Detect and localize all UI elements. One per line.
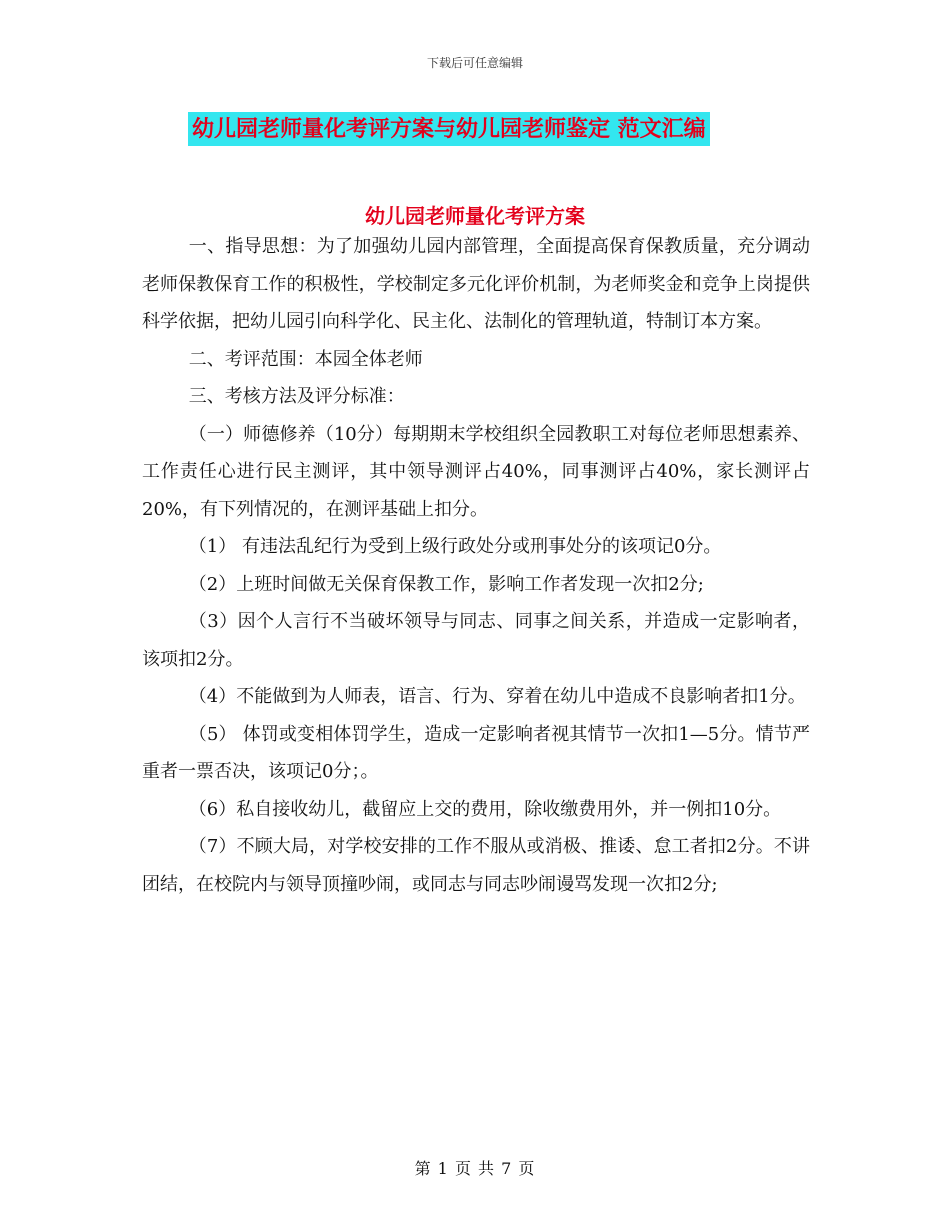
header-note: 下载后可任意编辑 [426,56,523,70]
paragraph-item-7: （7）不顾大局，对学校安排的工作不服从或消极、推诿、怠工者扣2分。不讲团结，在校院内与领导顶撞吵闹，或同志与同志吵闹谩骂发现一次扣2分; [142,836,810,895]
paragraph-item-3: （3）因个人言行不当破坏领导与同志、同事之间关系，并造成一定影响者，该项扣2分。 [142,611,810,670]
document-title: 幼儿园老师量化考评方案与幼儿园老师鉴定 范文汇编 [188,112,710,146]
paragraph-assessment-methods: 三、考核方法及评分标准： [188,386,405,407]
paragraph-evaluation-scope: 二、考评范围：本园全体老师 [188,348,423,370]
section-title: 幼儿园老师量化考评方案 [365,204,585,228]
paragraph-item-6: （6）私自接收幼儿，截留应上交的费用，除收缴费用外，并一例扣10分。 [188,798,782,820]
paragraph-item-2: （2）上班时间做无关保育保教工作，影响工作者发现一次扣2分; [188,573,704,595]
document-body [142,228,810,903]
paragraph-guiding-ideology: 一、指导思想：为了加强幼儿园内部管理，全面提高保育保教质量，充分调动老师保教保育工作的积极性，学校制定多元化评价机制，为老师奖金和竞争上岗提供科学依据，把幼儿园引向科学化、民主化、法制化的管理轨道，特制订本方案。 [142,236,810,332]
paragraph-item-5: （5） 体罚或变相体罚学生，造成一定影响者视其情节一次扣1—5分。情节严重者一票否决，该项记0分；。 [142,723,810,782]
paragraph-ethics-cultivation: （一）师德修养（10分）每期期末学校组织全园教职工对每位老师思想素养、工作责任心进行民主测评，其中领导测评占40%，同事测评占40%，家长测评占20%，有下列情况的，在测评基础上扣分。 [142,423,810,520]
paragraph-item-1: （1） 有违法乱纪行为受到上级行政处分或刑事处分的该项记0分。 [188,536,722,557]
paragraph-item-4: （4）不能做到为人师表，语言、行为、穿着在幼儿中造成不良影响者扣1分。 [188,686,806,707]
page-number: 第 1 页 共 7 页 [414,1159,536,1178]
